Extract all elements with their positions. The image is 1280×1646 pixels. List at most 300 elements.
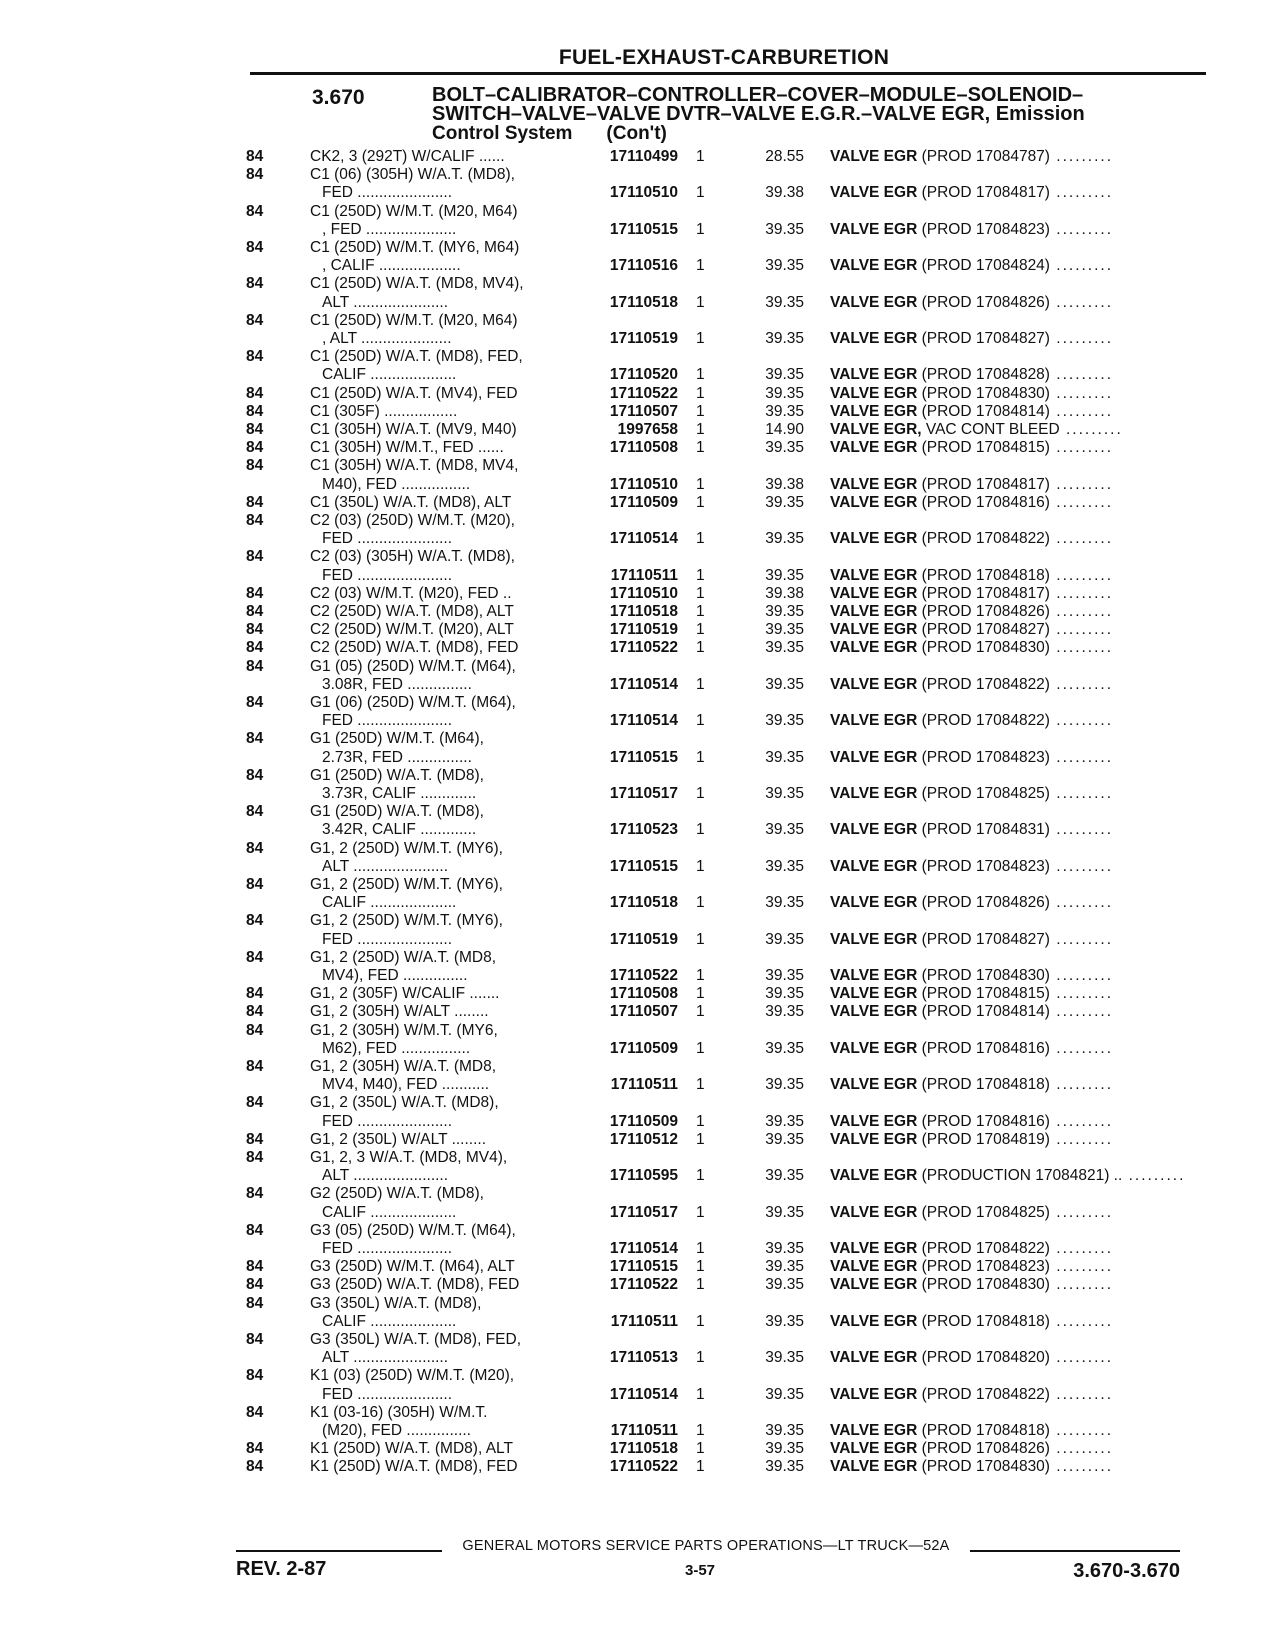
parts-entry-continuation: [0, 256, 1280, 275]
entry-year: 84: [246, 1130, 264, 1148]
parts-entry: [0, 984, 1280, 1003]
part-description: [830, 1239, 1206, 1258]
price: 39.35: [765, 1167, 804, 1185]
part-name: VALVE EGR: [830, 785, 918, 802]
part-name: VALVE EGR: [830, 1203, 918, 1221]
part-description: [830, 529, 1206, 548]
quantity: 1: [696, 1422, 705, 1439]
entry-year: 84: [246, 1331, 264, 1348]
parts-entry: [0, 1021, 1280, 1040]
quantity: 1: [696, 1039, 705, 1057]
entry-year: 84: [246, 1094, 264, 1112]
dot-leader: .........: [1049, 384, 1114, 402]
price: 39.35: [765, 493, 804, 511]
part-detail: (PROD 17084814): [921, 1003, 1050, 1021]
part-detail: (PROD 17084823): [921, 220, 1050, 238]
part-name: VALVE EGR: [830, 257, 918, 275]
dot-leader: .........: [1049, 821, 1114, 839]
dot-leader: .........: [1049, 857, 1114, 875]
parts-entry: [0, 147, 1280, 166]
quantity: 1: [696, 566, 705, 584]
part-description: [830, 602, 1206, 621]
entry-application-cont: FED ......................: [322, 530, 453, 548]
parts-entry: [0, 384, 1280, 403]
part-number: 17110518: [609, 293, 678, 311]
part-name: VALVE EGR: [830, 1258, 918, 1276]
price: 39.35: [765, 603, 804, 620]
quantity: 1: [696, 857, 705, 875]
parts-entry: [0, 602, 1280, 621]
parts-entry: [0, 875, 1280, 894]
part-description: [830, 256, 1206, 275]
parts-entry: [0, 1221, 1280, 1240]
entry-application: G1, 2 (250D) W/M.T. (MY6),: [310, 876, 503, 893]
part-description: [830, 1275, 1206, 1294]
part-description: [830, 566, 1206, 585]
part-description: [830, 1385, 1206, 1404]
parts-entry-continuation: [0, 748, 1280, 767]
part-detail: (PROD 17084822): [921, 530, 1050, 548]
dot-leader: .........: [1049, 493, 1114, 511]
entry-application-cont: FED ......................: [322, 930, 453, 948]
entry-year: 84: [246, 402, 264, 420]
part-detail: (PRODUCTION 17084821) ..: [921, 1167, 1123, 1185]
entry-application: G1, 2 (250D) W/M.T. (MY6),: [310, 839, 503, 857]
part-detail: (PROD 17084828): [921, 366, 1050, 384]
part-number: 17110511: [610, 1312, 678, 1330]
part-number: 17110514: [609, 530, 678, 548]
parts-entry-continuation: [0, 1239, 1280, 1258]
price: 39.35: [765, 930, 804, 948]
entry-year: 84: [246, 948, 264, 966]
quantity: 1: [696, 1312, 705, 1330]
quantity: 1: [696, 639, 705, 657]
entry-application: G1, 2 (305F) W/CALIF .......: [310, 985, 500, 1003]
price: 39.35: [765, 857, 804, 875]
entry-application-cont: , FED .....................: [322, 220, 457, 238]
price: 39.35: [765, 1312, 804, 1330]
part-name: VALVE EGR: [830, 475, 918, 493]
parts-entry-continuation: [0, 365, 1280, 384]
part-detail: (PROD 17084822): [921, 1385, 1050, 1403]
price: 39.35: [765, 785, 804, 802]
part-detail: (PROD 17084830): [921, 384, 1050, 402]
quantity: 1: [696, 1167, 705, 1185]
dot-leader: .........: [1049, 967, 1114, 984]
parts-entry: [0, 347, 1280, 366]
dot-leader: .........: [1049, 712, 1114, 730]
dot-leader: .........: [1049, 1003, 1114, 1021]
entry-application-cont: (M20), FED ...............: [322, 1422, 471, 1439]
dot-leader: .........: [1049, 439, 1114, 457]
part-name: VALVE EGR: [830, 1440, 918, 1458]
quantity: 1: [696, 330, 705, 347]
part-detail: (PROD 17084816): [921, 493, 1050, 511]
part-description: [830, 1421, 1206, 1440]
entry-application: C2 (03) W/M.T. (M20), FED ..: [310, 584, 512, 602]
price: 39.35: [765, 621, 804, 639]
price: 39.38: [765, 184, 804, 202]
section-title: [432, 86, 1202, 143]
part-description: [830, 1039, 1206, 1058]
price: 39.35: [765, 1385, 804, 1403]
quantity: 1: [696, 257, 705, 275]
entry-year: 84: [246, 421, 264, 438]
entry-application: G1, 2 (305H) W/M.T. (MY6,: [310, 1021, 498, 1039]
price: 39.35: [765, 566, 804, 584]
parts-entry-continuation: [0, 893, 1280, 912]
parts-entry: [0, 456, 1280, 475]
entry-application-cont: FED ......................: [322, 184, 453, 202]
part-number: 17110522: [609, 639, 678, 657]
price: 39.35: [765, 639, 804, 657]
part-description: [830, 1257, 1206, 1276]
entry-application: C2 (250D) W/A.T. (MD8), FED: [310, 639, 519, 657]
entry-year: 84: [246, 803, 264, 821]
entry-year: 84: [246, 1021, 264, 1039]
price: 28.55: [765, 148, 804, 165]
part-detail: (PROD 17084818): [921, 566, 1050, 584]
dot-leader: .........: [1049, 1440, 1114, 1458]
part-name: VALVE EGR: [830, 621, 918, 639]
parts-entry: [0, 584, 1280, 603]
footer-rule-right: [970, 1550, 1180, 1552]
entry-application: C1 (350L) W/A.T. (MD8), ALT: [310, 493, 512, 511]
parts-entry: [0, 1330, 1280, 1349]
entry-application: C2 (03) (305H) W/A.T. (MD8),: [310, 548, 515, 566]
entry-year: 84: [246, 839, 264, 857]
part-detail: (PROD 17084826): [921, 894, 1050, 912]
parts-entry-continuation: [0, 566, 1280, 585]
section-title-line-2: SWITCH–VALVE–VALVE DVTR–VALVE E.G.R.–VALVE EGR, Emission: [432, 103, 1085, 125]
part-name: VALVE EGR,: [830, 421, 922, 438]
part-number: 17110514: [609, 1385, 678, 1403]
part-description: [830, 1439, 1206, 1458]
parts-entry-continuation: [0, 857, 1280, 876]
part-number: 17110510: [609, 584, 678, 602]
entry-application: G1, 2 (250D) W/M.T. (MY6),: [310, 912, 503, 930]
quantity: 1: [696, 1240, 705, 1257]
entry-application-cont: FED ......................: [322, 566, 453, 584]
part-name: VALVE EGR: [830, 857, 918, 875]
entry-application: C1 (250D) W/M.T. (MY6, M64): [310, 239, 520, 256]
part-number: 17110509: [609, 493, 678, 511]
price: 39.35: [765, 1258, 804, 1276]
part-description: [830, 493, 1206, 512]
part-number: 17110520: [609, 366, 678, 384]
entry-year: 84: [246, 1058, 264, 1075]
parts-entry-continuation: [0, 966, 1280, 985]
entry-application: C1 (250D) W/A.T. (MD8, MV4),: [310, 275, 524, 293]
part-detail: (PROD 17084819): [921, 1130, 1050, 1148]
part-description: [830, 220, 1206, 239]
price: 39.35: [765, 1076, 804, 1094]
dot-leader: .........: [1049, 530, 1114, 548]
part-name: VALVE EGR: [830, 184, 918, 202]
part-description: [830, 1002, 1206, 1021]
part-detail: (PROD 17084823): [921, 1258, 1050, 1276]
quantity: 1: [696, 712, 705, 730]
part-description: [830, 1348, 1206, 1367]
entry-application-cont: CALIF ....................: [322, 1312, 457, 1330]
part-number: 17110499: [609, 148, 678, 165]
part-name: VALVE EGR: [830, 566, 918, 584]
part-number: 17110595: [609, 1167, 678, 1185]
parts-entry: [0, 238, 1280, 257]
entry-year: 84: [246, 1003, 264, 1021]
part-name: VALVE EGR: [830, 1240, 918, 1257]
part-description: [830, 893, 1206, 912]
dot-leader: .........: [1049, 1203, 1114, 1221]
dot-leader: .........: [1049, 1276, 1114, 1294]
entry-year: 84: [246, 1440, 264, 1458]
part-number: 17110522: [609, 967, 678, 984]
part-detail: (PROD 17084830): [921, 639, 1050, 657]
entry-application-cont: CALIF ....................: [322, 1203, 457, 1221]
part-number: 17110511: [610, 566, 678, 584]
entry-application: G1 (250D) W/A.T. (MD8),: [310, 766, 484, 784]
entry-application: G1, 2 (305H) W/A.T. (MD8,: [310, 1058, 497, 1075]
part-detail: (PROD 17084827): [921, 621, 1050, 639]
part-description: [830, 147, 1206, 166]
quantity: 1: [696, 1076, 705, 1094]
part-name: VALVE EGR: [830, 821, 918, 839]
part-description: [830, 857, 1206, 876]
price: 39.35: [765, 967, 804, 984]
part-number: 17110522: [609, 384, 678, 402]
parts-entry: [0, 693, 1280, 712]
part-number: 17110509: [609, 1039, 678, 1057]
part-number: 17110519: [609, 930, 678, 948]
dot-leader: .........: [1049, 785, 1114, 802]
price: 39.35: [765, 330, 804, 347]
dot-leader: .........: [1049, 366, 1114, 384]
price: 39.35: [765, 530, 804, 548]
entry-application-cont: , ALT .....................: [322, 330, 452, 347]
parts-entry: [0, 802, 1280, 821]
parts-entry: [0, 311, 1280, 330]
entry-application: G1, 2, 3 W/A.T. (MD8, MV4),: [310, 1149, 508, 1166]
section-title-line-3: [432, 124, 1202, 143]
part-number: 17110511: [610, 1422, 678, 1439]
entry-application: G1, 2 (250D) W/A.T. (MD8,: [310, 948, 497, 966]
parts-entry: [0, 1403, 1280, 1422]
part-number: 17110518: [609, 603, 678, 620]
price: 39.38: [765, 475, 804, 493]
parts-entry-continuation: [0, 1039, 1280, 1058]
parts-entry: [0, 1130, 1280, 1149]
price: 39.35: [765, 439, 804, 457]
part-description: [830, 984, 1206, 1003]
price: 39.35: [765, 220, 804, 238]
dot-leader: .........: [1049, 603, 1114, 620]
part-detail: (PROD 17084815): [921, 439, 1050, 457]
part-description: [830, 1075, 1206, 1094]
parts-entry: [0, 402, 1280, 421]
entry-year: 84: [246, 166, 264, 184]
part-number: 17110507: [609, 1003, 678, 1021]
parts-entry: [0, 729, 1280, 748]
entry-year: 84: [246, 1221, 264, 1239]
dot-leader: .........: [1049, 1385, 1114, 1403]
part-detail: (PROD 17084826): [921, 603, 1050, 620]
part-detail: (PROD 17084823): [921, 748, 1050, 766]
entry-year: 84: [246, 584, 264, 602]
parts-entry: [0, 165, 1280, 184]
quantity: 1: [696, 584, 705, 602]
entry-application: G2 (250D) W/A.T. (MD8),: [310, 1185, 484, 1203]
part-description: [830, 438, 1206, 457]
part-number: 17110518: [609, 1440, 678, 1458]
part-detail: (PROD 17084827): [921, 330, 1050, 347]
entry-application: G3 (350L) W/A.T. (MD8), FED,: [310, 1331, 522, 1348]
price: 39.35: [765, 366, 804, 384]
price: 39.35: [765, 1240, 804, 1257]
quantity: 1: [696, 1130, 705, 1148]
entry-application-cont: CALIF ....................: [322, 366, 457, 384]
part-description: [830, 584, 1206, 603]
price: 39.35: [765, 821, 804, 839]
part-number: 17110508: [609, 439, 678, 457]
part-detail: (PROD 17084826): [921, 1440, 1050, 1458]
price: 39.35: [765, 293, 804, 311]
quantity: 1: [696, 967, 705, 984]
parts-entry-continuation: [0, 1112, 1280, 1131]
part-name: VALVE EGR: [830, 1276, 918, 1294]
part-description: [830, 1312, 1206, 1331]
part-detail: (PROD 17084830): [921, 1458, 1050, 1476]
dot-leader: .........: [1049, 1422, 1114, 1439]
dot-leader: .........: [1049, 1240, 1114, 1257]
part-name: VALVE EGR: [830, 603, 918, 620]
part-detail: (PROD 17084822): [921, 1240, 1050, 1257]
part-description: [830, 930, 1206, 949]
entry-year: 84: [246, 1403, 264, 1421]
dot-leader: .........: [1049, 894, 1114, 912]
quantity: 1: [696, 366, 705, 384]
entry-year: 84: [246, 548, 264, 566]
part-description: [830, 620, 1206, 639]
section-range: 3.670-3.670: [1073, 1560, 1180, 1582]
parts-entry: [0, 948, 1280, 967]
price: 39.35: [765, 748, 804, 766]
entry-year: 84: [246, 730, 264, 748]
part-name: VALVE EGR: [830, 384, 918, 402]
entry-year: 84: [246, 876, 264, 893]
entry-year: 84: [246, 1294, 264, 1312]
part-description: [830, 420, 1206, 439]
entry-application-cont: , CALIF ...................: [322, 257, 461, 275]
part-name: VALVE EGR: [830, 584, 918, 602]
part-description: [830, 1457, 1206, 1476]
part-detail: (PROD 17084817): [921, 184, 1050, 202]
part-name: VALVE EGR: [830, 330, 918, 347]
part-detail: (PROD 17084820): [921, 1349, 1050, 1367]
quantity: 1: [696, 1276, 705, 1294]
entry-year: 84: [246, 202, 264, 220]
parts-entry-continuation: [0, 1166, 1280, 1185]
part-description: [830, 183, 1206, 202]
dot-leader: .........: [1049, 1076, 1114, 1094]
entry-application: K1 (03-16) (305H) W/M.T.: [310, 1403, 488, 1421]
part-number: 17110512: [609, 1130, 678, 1148]
dot-leader: .........: [1049, 402, 1114, 420]
part-name: VALVE EGR: [830, 1039, 918, 1057]
entry-year: 84: [246, 766, 264, 784]
price: 39.35: [765, 675, 804, 693]
entry-year: 84: [246, 912, 264, 930]
entry-application: G3 (250D) W/A.T. (MD8), FED: [310, 1276, 520, 1294]
entry-application: G1, 2 (305H) W/ALT ........: [310, 1003, 489, 1021]
parts-entry: [0, 1184, 1280, 1203]
page-title: FUEL-EXHAUST-CARBURETION: [558, 46, 890, 69]
part-detail: (PROD 17084825): [921, 785, 1050, 802]
part-detail: (PROD 17084816): [921, 1039, 1050, 1057]
part-name: VALVE EGR: [830, 366, 918, 384]
parts-entry: [0, 1093, 1280, 1112]
quantity: 1: [696, 603, 705, 620]
entry-year: 84: [246, 1367, 264, 1385]
part-number: 17110515: [609, 1258, 678, 1276]
entry-application-cont: 3.08R, FED ...............: [322, 675, 472, 693]
part-number: 17110522: [609, 1276, 678, 1294]
part-detail: (PROD 17084818): [921, 1422, 1050, 1439]
section-continued: (Con't): [606, 123, 667, 144]
section-title-line-1: BOLT–CALIBRATOR–CONTROLLER–COVER–MODULE–SOLENOID–: [432, 84, 1084, 106]
part-name: VALVE EGR: [830, 1458, 918, 1476]
header-rule: [250, 72, 1206, 75]
part-number: 17110510: [609, 184, 678, 202]
dot-leader: .........: [1049, 257, 1114, 275]
entry-application: C2 (250D) W/A.T. (MD8), ALT: [310, 603, 514, 620]
entry-application: G1, 2 (350L) W/A.T. (MD8),: [310, 1094, 499, 1112]
parts-entry: [0, 274, 1280, 293]
part-detail: (PROD 17084822): [921, 675, 1050, 693]
part-number: 17110509: [609, 1112, 678, 1130]
price: 39.35: [765, 1422, 804, 1439]
part-number: 17110511: [610, 1076, 678, 1094]
quantity: 1: [696, 184, 705, 202]
part-description: [830, 1203, 1206, 1222]
entry-application: C1 (250D) W/A.T. (MV4), FED: [310, 384, 518, 402]
part-name: VALVE EGR: [830, 930, 918, 948]
quantity: 1: [696, 493, 705, 511]
quantity: 1: [696, 621, 705, 639]
parts-entry-continuation: [0, 183, 1280, 202]
quantity: 1: [696, 1203, 705, 1221]
parts-entry: [0, 1294, 1280, 1313]
part-number: 17110513: [609, 1349, 678, 1367]
quantity: 1: [696, 384, 705, 402]
part-description: [830, 748, 1206, 767]
parts-entry-continuation: [0, 329, 1280, 348]
entry-application: C1 (250D) W/M.T. (M20, M64): [310, 311, 518, 329]
quantity: 1: [696, 1258, 705, 1276]
parts-entry: [0, 547, 1280, 566]
entry-application: K1 (250D) W/A.T. (MD8), FED: [310, 1458, 518, 1476]
entry-application: C1 (305F) .................: [310, 402, 458, 420]
part-number: 17110508: [609, 985, 678, 1003]
part-name: VALVE EGR: [830, 1003, 918, 1021]
part-number: 17110510: [609, 475, 678, 493]
entry-application: C2 (03) (250D) W/M.T. (M20),: [310, 512, 515, 529]
entry-application-cont: 3.42R, CALIF .............: [322, 821, 477, 839]
price: 39.35: [765, 1276, 804, 1294]
entry-application-cont: MV4, M40), FED ...........: [322, 1076, 490, 1094]
parts-entry: [0, 1275, 1280, 1294]
entry-year: 84: [246, 985, 264, 1003]
price: 39.35: [765, 894, 804, 912]
